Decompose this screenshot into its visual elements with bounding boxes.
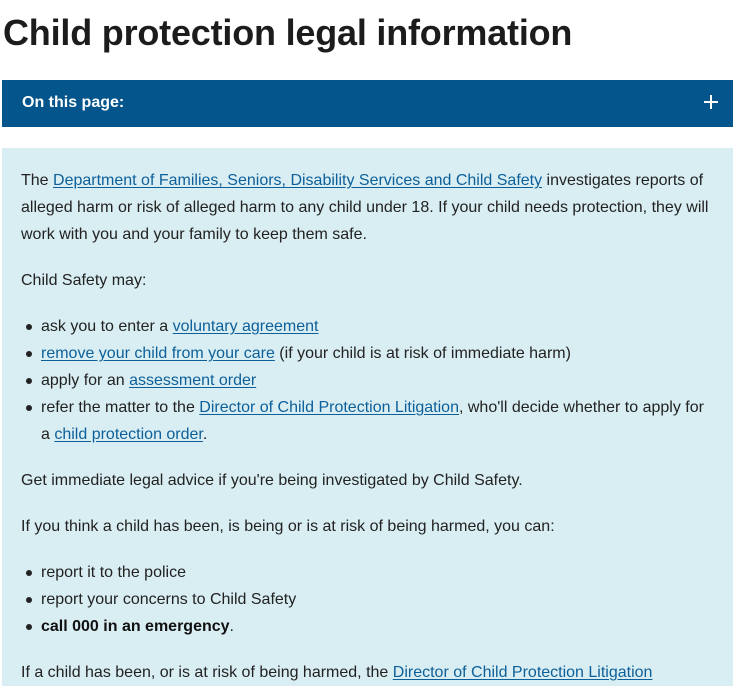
list-item: [41, 394, 715, 448]
list-item-text: ask you to enter a: [41, 318, 173, 335]
harm-heading: If you think a child has been, is being or is at risk of being harmed, you can:: [21, 518, 555, 535]
list-item: report your concerns to Child Safety: [41, 586, 715, 613]
list-item-text: .: [202, 426, 208, 443]
on-this-page-toggle[interactable]: [2, 80, 733, 127]
list-item-text: .: [229, 618, 234, 635]
emergency-text: call 000 in an emergency: [41, 618, 230, 635]
list-item: [41, 613, 715, 640]
voluntary-agreement-link[interactable]: voluntary agreement: [172, 318, 319, 335]
list-item: [41, 340, 715, 367]
page-title: Child protection legal information: [3, 12, 573, 53]
list-item: [41, 367, 715, 394]
list-item-text: (if your child is at risk of immediate harm): [274, 345, 571, 362]
intro-paragraph: [21, 167, 715, 248]
assessment-order-link[interactable]: assessment order: [129, 372, 257, 389]
list-item-text: , who'll decide whether to apply for a: [41, 399, 704, 443]
content-panel: [2, 148, 733, 686]
last-text-pre: If a child has been, or is at risk of being harmed, the: [21, 664, 393, 681]
list-item: [41, 313, 715, 340]
child-protection-order-link[interactable]: child protection order: [54, 426, 203, 443]
department-link[interactable]: Department of Families, Seniors, Disability Services and Child Safety: [53, 172, 543, 189]
list-item-text: apply for an: [41, 372, 130, 389]
child-safety-may-heading: Child Safety may:: [21, 272, 147, 289]
legal-advice-paragraph: Get immediate legal advice if you're being investigated by Child Safety.: [21, 472, 523, 489]
harm-actions-list: [21, 559, 715, 640]
list-item: report it to the police: [41, 559, 715, 586]
remove-child-link[interactable]: remove your child from your care: [41, 345, 275, 362]
child-safety-may-list: [21, 313, 715, 448]
list-item-text: refer the matter to the: [41, 399, 200, 416]
last-paragraph: [21, 659, 715, 686]
intro-text-post: investigates reports of alleged harm or risk of alleged harm to any child under 18. If your child needs protection, they will work with you and your family to keep them safe.: [21, 172, 709, 243]
director-litigation-link[interactable]: Director of Child Protection Litigation: [199, 399, 459, 416]
plus-icon[interactable]: [703, 94, 719, 110]
intro-text-pre: The: [21, 172, 54, 189]
director-litigation-link-2[interactable]: Director of Child Protection Litigation: [392, 664, 653, 681]
on-this-page-label: On this page:: [22, 94, 125, 111]
